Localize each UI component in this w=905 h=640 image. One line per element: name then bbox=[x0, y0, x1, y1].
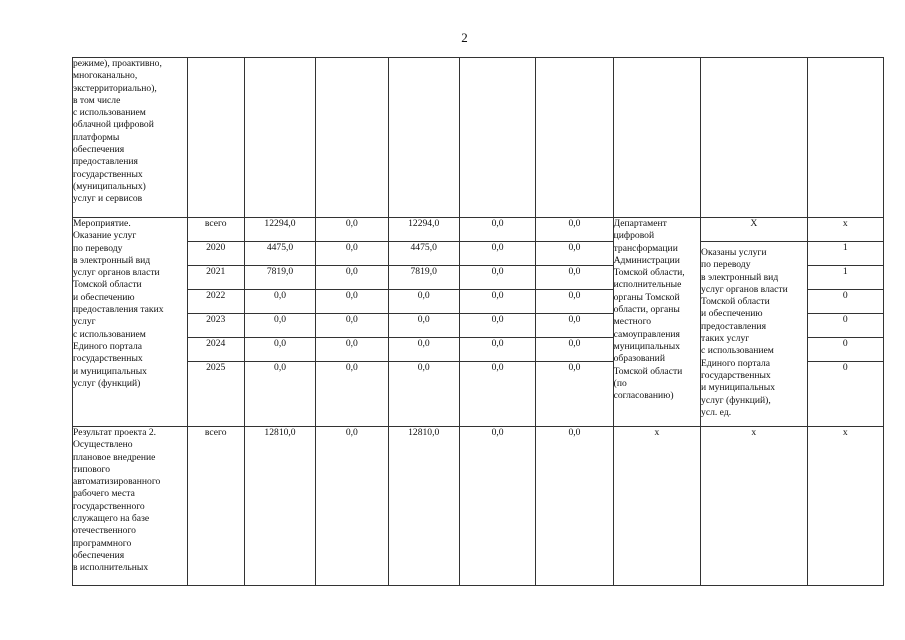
result-name: Результат проекта 2. Осуществлено плановое внедрение типового автоматизированного рабочего места государственного служащего на базе отечественного программного обеспечения в исполнительных bbox=[73, 427, 188, 586]
indicator-description: Оказаны услуги по переводу в электронный вид услуг органов власти Томской области и обеспечению предоставления таких услуг с использованием Единого портала государственных и муниципальных услуг (функций), усл. ед. bbox=[701, 242, 808, 427]
table-row: Результат проекта 2. Осуществлено плановое внедрение типового автоматизированного рабочего места государственного служащего на базе отечественного программного обеспечения в исполнительных всего 12810,0 0,0 12810,0 0,0 0,0 x x x bbox=[73, 427, 884, 586]
table-row: 2023 0,0 0,0 0,0 0,0 0,0 0 bbox=[73, 314, 884, 338]
event-name: Мероприятие. Оказание услуг по переводу в электронный вид услуг органов власти Томской области и обеспечению предоставления таких услуг с использованием Единого портала государственных и муниципальных услуг (функций) bbox=[73, 218, 188, 427]
continuation-text: режиме), проактивно, многоканально, экстерриториально), в том числе с использованием облачной цифровой платформы обеспечения предоставления государственных (муниципальных) услуг и сервисов bbox=[73, 58, 188, 218]
page-number: 2 bbox=[461, 30, 468, 45]
table-row: Мероприятие. Оказание услуг по переводу в электронный вид услуг органов власти Томской области и обеспечению предоставления таких услуг с использованием Единого портала государственных и муниципальных услуг (функций) всего 12294,0 0,0 12294,0 0,0 0,0 Департамент цифровой трансформации Администрации Томской области, исполнительные органы Томской области, органы местного самоуправления муниципальных образований Томской области (по согласованию) Х x bbox=[73, 218, 884, 242]
indicator-head: Х bbox=[701, 218, 808, 242]
table-row: 2021 7819,0 0,0 7819,0 0,0 0,0 1 bbox=[73, 266, 884, 290]
table-row: 2022 0,0 0,0 0,0 0,0 0,0 0 bbox=[73, 290, 884, 314]
table-row bbox=[73, 58, 884, 218]
table-row: 2025 0,0 0,0 0,0 0,0 0,0 0 bbox=[73, 362, 884, 427]
table-row: 2024 0,0 0,0 0,0 0,0 0,0 0 bbox=[73, 338, 884, 362]
responsible-executor: Департамент цифровой трансформации Администрации Томской области, исполнительные органы Томской области, органы местного самоуправления муниципальных образований Томской области (по согласованию) bbox=[613, 218, 700, 427]
budget-table bbox=[72, 57, 884, 586]
table-row: 2020 4475,0 0,0 4475,0 0,0 0,0 Оказаны услуги по переводу в электронный вид услуг органов власти Томской области и обеспечению предоставления таких услуг с использованием Единого портала государственных и муниципальных услуг (функций), усл. ед. 1 bbox=[73, 242, 884, 266]
